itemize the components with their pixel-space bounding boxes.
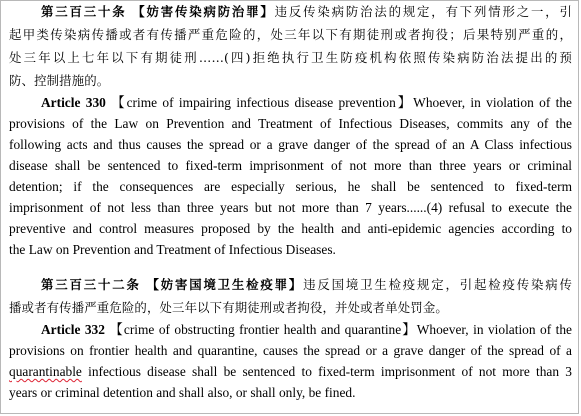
article-330-en-line-7: preventive and control measures proposed by the health and anti-epidemic agencies according to	[9, 221, 572, 236]
article-332-en-line-1	[41, 322, 572, 338]
article-330-cn-text: 违反传染病防治法的规定，有下列情形之一，引	[274, 4, 573, 19]
article-332-cn-line-1	[41, 277, 572, 293]
article-332-cn-crime-name: 【妨害国境卫生检疫罪】	[146, 277, 304, 292]
article-330-cn-crime-name: 【妨害传染病防治罪】	[132, 4, 275, 19]
article-330-en-line-4: disease shall be sentenced to fixed-term imprisonment of not more than three years or criminal	[9, 158, 572, 173]
article-332-en-line-3	[9, 364, 572, 380]
article-332-cn-line-2: 播或者有传播严重危险的，处三年以下有期徒刑或者拘役，并处或者单处罚金。	[9, 300, 448, 315]
article-330-en-line-8: the Law on Prevention and Treatment of Infectious Diseases.	[9, 242, 336, 257]
article-332-en-line-2: provisions on frontier health and quarantine, causes the spread or a grave danger of the spread of a	[9, 343, 572, 358]
article-330-en-line-6: imprisonment of not less than three years but not more than 7 years......(4) refusal to execute the	[9, 200, 572, 215]
article-330-cn-line-3: 处三年以上七年以下有期徒刑……(四)拒绝执行卫生防疫机构依照传染病防治法提出的预	[9, 50, 572, 65]
article-330-cn-line-2: 起甲类传染病传播或者有传播严重危险的，处三年以下有期徒刑或者拘役；后果特别严重的，	[9, 27, 572, 42]
article-332-en-text: 【crime of obstructing frontier health and quarantine】Whoever, in violation of the	[109, 322, 572, 337]
article-332-cn-heading: 第三百三十二条	[41, 277, 141, 292]
article-332-en-heading: Article 332	[41, 322, 105, 337]
article-330-en-line-2: provisions of the Law on Prevention and Treatment of Infectious Diseases, commits any of the	[9, 116, 572, 131]
article-330-en-text: 【crime of impairing infectious disease prevention】Whoever, in violation of the	[111, 95, 572, 110]
article-330-cn-heading: 第三百三十条	[41, 4, 127, 19]
article-330-cn-line-1	[41, 4, 572, 20]
article-330-en-line-5: detention; if the consequences are especially serious, he shall be sentenced to fixed-term	[9, 179, 572, 194]
article-332-en-line-3-text: infectious disease shall be sentenced to fixed-term imprisonment of not more than 3	[81, 364, 572, 379]
article-330-cn-line-4: 防、控制措施的。	[9, 73, 110, 88]
article-330-en-heading: Article 330	[41, 95, 106, 110]
spellcheck-flagged-word: quarantinable	[9, 364, 82, 379]
article-330-en-line-3: following acts and thus causes the spread or a grave danger of the spread of an A Class infectious	[9, 137, 572, 152]
article-332-en-line-4: years or criminal detention and shall also, or shall only, be fined.	[9, 385, 356, 400]
article-330-en-line-1	[41, 95, 572, 111]
article-332-cn-text: 违反国境卫生检疫规定，引起检疫传染病传	[303, 277, 572, 292]
